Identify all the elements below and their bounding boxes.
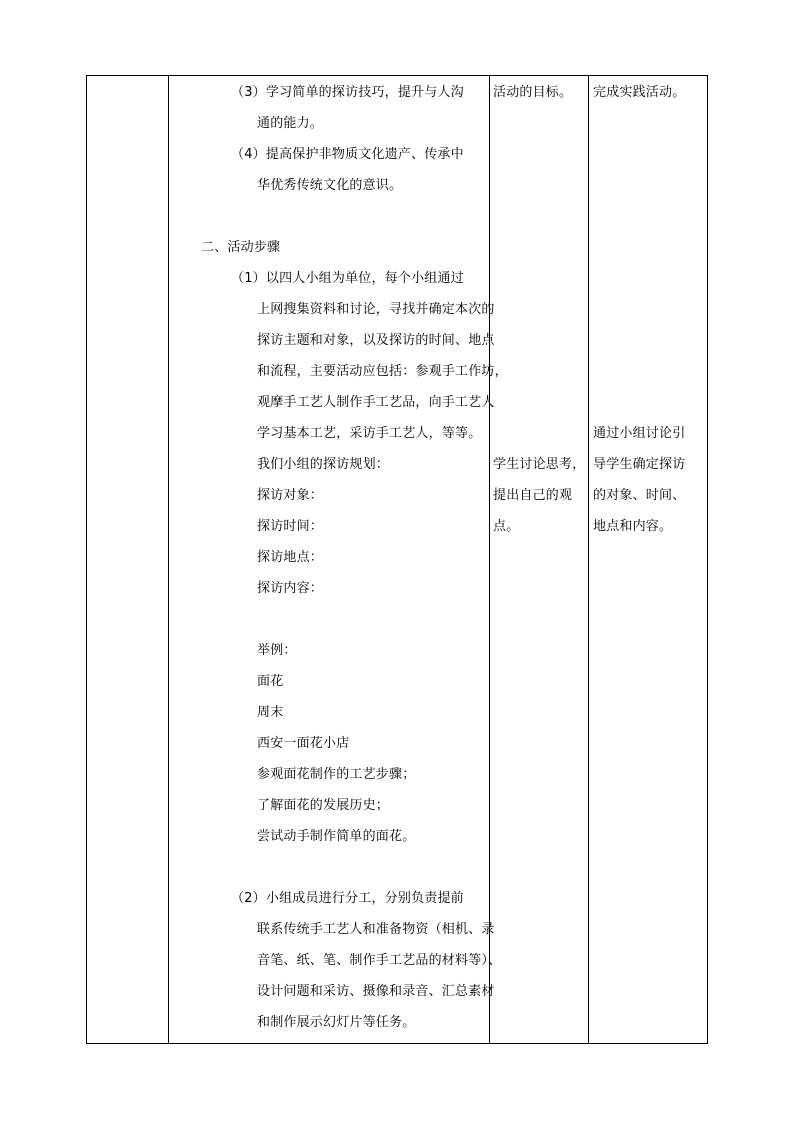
example-line: 参观面花制作的工艺步骤；	[257, 767, 416, 782]
content-cell	[201, 77, 508, 1038]
step-1-line-6: 学习基本工艺，采访手工艺人，等等。	[257, 426, 482, 441]
student-activity-line: 提出自己的观	[493, 488, 573, 503]
example-line: 周末	[257, 705, 284, 720]
student-activity-line: 学生讨论思考，	[493, 457, 586, 472]
goal-4-line-1: （4）提高保护非物质文化遗产、传承中	[231, 147, 464, 162]
step-2-line-5: 和制作展示幻灯片等任务。	[257, 1015, 416, 1030]
example-line: 尝试动手制作简单的面花。	[257, 829, 416, 844]
step-1-line-3: 探访主题和对象，以及探访的时间、地点	[257, 333, 495, 348]
table-left-border	[86, 75, 87, 1044]
plan-object: 探访对象：	[257, 488, 324, 503]
student-activity-top	[493, 77, 572, 108]
step-1-line-4: 和流程，主要活动应包括：参观手工作坊，	[257, 364, 508, 379]
step-2-line-4: 设计问题和采访、摄像和录音、汇总素材	[257, 984, 495, 999]
table-right-border	[707, 75, 708, 1044]
plan-time: 探访时间：	[257, 519, 324, 534]
step-2-line-3: 音笔、纸、笔、制作手工艺品的材料等）、	[257, 953, 502, 968]
step-2-line-2: 联系传统手工艺人和准备物资（相机、录	[257, 922, 495, 937]
step-1-line-2: 上网搜集资料和讨论，寻找并确定本次的	[257, 302, 495, 317]
column-divider-3	[588, 75, 589, 1044]
step-2-line-1: （2）小组成员进行分工，分别负责提前	[231, 891, 464, 906]
student-activity-mid	[493, 449, 585, 542]
design-intent-line: 的对象、时间、	[593, 488, 686, 503]
goal-3-line-1: （3）学习简单的探访技巧，提升与人沟	[231, 85, 464, 100]
example-line: 面花	[257, 674, 284, 689]
design-intent-line: 地点和内容。	[593, 519, 673, 534]
example-line: 西安一面花小店	[257, 736, 350, 751]
column-divider-1	[168, 75, 169, 1044]
table-bottom-border	[86, 1043, 708, 1044]
design-intent-top	[593, 77, 685, 108]
example-title: 举例：	[257, 643, 297, 658]
plan-place: 探访地点：	[257, 550, 324, 565]
goal-3-line-2: 通的能力。	[257, 116, 324, 131]
design-intent-top-text: 完成实践活动。	[593, 85, 686, 100]
lesson-table	[86, 75, 708, 1044]
section-heading-steps: 二、活动步骤	[201, 240, 281, 255]
design-intent-line: 导学生确定探访	[593, 457, 686, 472]
goal-4-line-2: 华优秀传统文化的意识。	[257, 178, 403, 193]
student-activity-top-text: 活动的目标。	[493, 85, 573, 100]
plan-content: 探访内容：	[257, 581, 324, 596]
step-1-line-1: （1）以四人小组为单位，每个小组通过	[231, 271, 464, 286]
plan-title: 我们小组的探访规划：	[257, 457, 390, 472]
example-line: 了解面花的发展历史；	[257, 798, 390, 813]
design-intent-mid	[593, 418, 685, 542]
table-top-border	[86, 75, 708, 76]
student-activity-line: 点。	[493, 519, 520, 534]
step-1-line-5: 观摩手工艺人制作手工艺品，向手工艺人	[257, 395, 495, 410]
design-intent-line: 通过小组讨论引	[593, 426, 686, 441]
